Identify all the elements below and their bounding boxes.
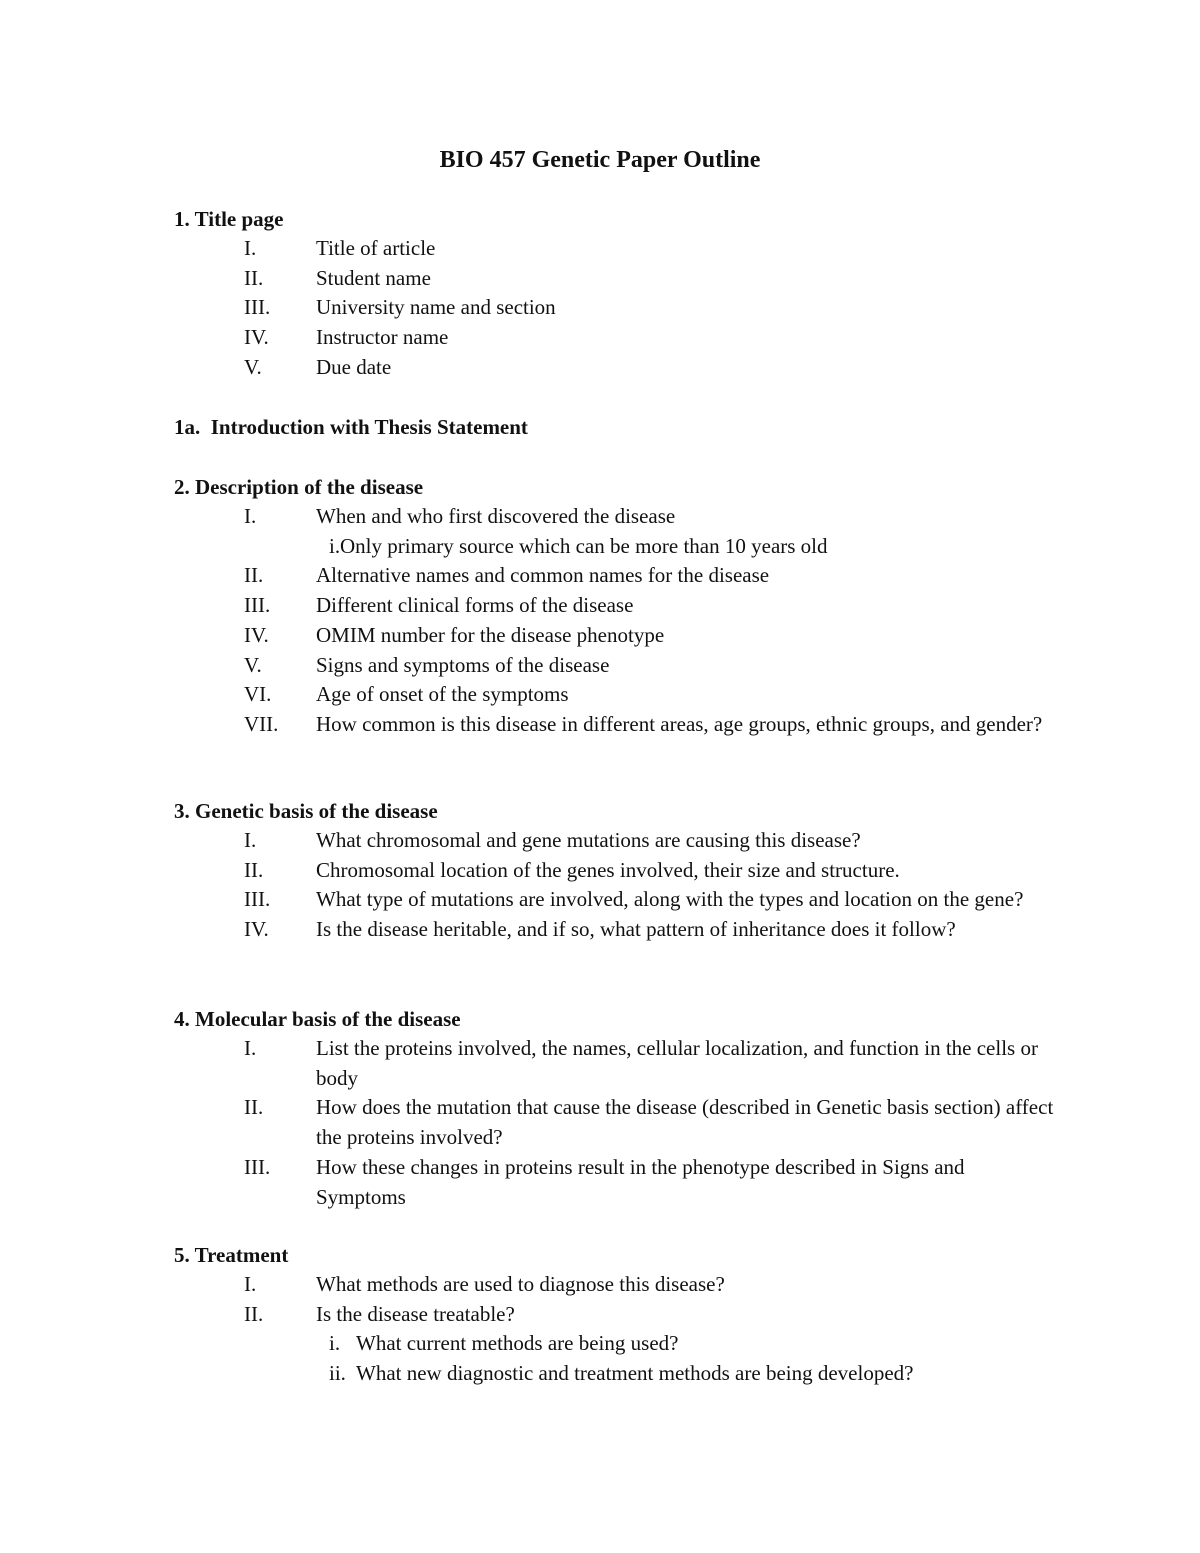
- item-number: VII.: [244, 711, 279, 736]
- item-number: II.: [244, 265, 264, 290]
- item-text: Student name: [316, 265, 431, 290]
- item-text: How common is this disease in different areas, age groups, ethnic groups, and gender?: [316, 711, 1043, 736]
- item-text: When and who first discovered the disease: [316, 504, 676, 528]
- outline-item: [174, 1093, 1074, 1152]
- item-text: Is the disease heritable, and if so, what pattern of inheritance does it follow?: [316, 917, 956, 942]
- outline-item: [174, 1153, 1074, 1212]
- outline-item: [174, 680, 1074, 710]
- item-text: Instructor name: [316, 325, 449, 350]
- section-introduction: [174, 412, 1074, 442]
- item-number: II.: [244, 1301, 264, 1326]
- section-heading: 3. Genetic basis of the disease: [174, 799, 438, 823]
- outline-item: [174, 561, 1074, 591]
- outline-item: [174, 1034, 1074, 1093]
- outline-item: [174, 710, 1074, 740]
- subitem-text: What new diagnostic and treatment methods are being developed?: [356, 1361, 914, 1386]
- section-heading: 1. Title page: [174, 207, 284, 231]
- item-number: III.: [244, 1154, 271, 1179]
- subitem-text: What current methods are being used?: [356, 1331, 679, 1356]
- item-text: Signs and symptoms of the disease: [316, 652, 610, 677]
- section-description: [174, 472, 1074, 740]
- item-number: VI.: [244, 682, 272, 707]
- item-text: Different clinical forms of the disease: [316, 593, 634, 618]
- item-text: How these changes in proteins result in the phenotype described in Signs and Symptoms: [316, 1154, 965, 1209]
- item-text: What type of mutations are involved, along with the types and location on the gene?: [316, 887, 1024, 912]
- section-title-page: [174, 204, 1074, 383]
- outline-item: [174, 915, 1074, 945]
- item-text: How does the mutation that cause the disease (described in Genetic basis section) affect the proteins involved?: [316, 1095, 1054, 1150]
- item-number: I.: [244, 1272, 257, 1296]
- outline-subitem: [174, 1359, 1074, 1389]
- section-heading: 1a. Introduction with Thesis Statement: [174, 415, 528, 439]
- outline-item: [174, 234, 1074, 264]
- item-number: V.: [244, 354, 262, 379]
- outline-item: [174, 323, 1074, 353]
- item-text: What chromosomal and gene mutations are causing this disease?: [316, 828, 861, 852]
- outline-item: [174, 856, 1074, 886]
- outline-item: [174, 621, 1074, 651]
- outline-item: [174, 502, 1074, 532]
- item-number: IV.: [244, 622, 269, 647]
- section-genetic-basis: [174, 796, 1074, 945]
- outline-item: [174, 651, 1074, 681]
- item-number: I.: [244, 828, 257, 852]
- outline-item: [174, 591, 1074, 621]
- outline-item: [174, 353, 1074, 383]
- item-text: Age of onset of the symptoms: [316, 682, 569, 707]
- section-heading: 5. Treatment: [174, 1243, 289, 1267]
- subitem-number: i.: [329, 533, 341, 558]
- item-number: III.: [244, 887, 271, 912]
- section-treatment: [174, 1240, 1074, 1389]
- section-heading: 4. Molecular basis of the disease: [174, 1007, 461, 1031]
- section-molecular-basis: [174, 1004, 1074, 1212]
- outline-item: [174, 1270, 1074, 1300]
- item-number: IV.: [244, 325, 269, 350]
- outline-item: [174, 826, 1074, 856]
- subitem-number: ii.: [329, 1361, 346, 1386]
- section-heading: 2. Description of the disease: [174, 475, 424, 499]
- item-number: III.: [244, 593, 271, 618]
- document-title: BIO 457 Genetic Paper Outline: [439, 147, 761, 173]
- item-number: I.: [244, 236, 257, 260]
- item-text: Is the disease treatable?: [316, 1301, 515, 1326]
- item-number: I.: [244, 504, 257, 528]
- item-text: Title of article: [316, 236, 436, 260]
- item-number: IV.: [244, 917, 269, 942]
- outline-item: [174, 1300, 1074, 1330]
- subitem-text: Only primary source which can be more than 10 years old: [340, 533, 828, 558]
- item-number: I.: [244, 1036, 257, 1060]
- outline-item: [174, 264, 1074, 294]
- item-text: What methods are used to diagnose this disease?: [316, 1272, 725, 1296]
- item-text: University name and section: [316, 295, 556, 320]
- item-number: II.: [244, 1095, 264, 1120]
- outline-subitem: [174, 532, 1074, 562]
- item-text: Due date: [316, 354, 392, 379]
- outline-item: [174, 885, 1074, 915]
- outline-item: [174, 293, 1074, 323]
- item-number: V.: [244, 652, 262, 677]
- item-text: Chromosomal location of the genes involved, their size and structure.: [316, 857, 900, 882]
- item-text: List the proteins involved, the names, cellular localization, and function in the cells or body: [316, 1036, 1038, 1090]
- item-number: III.: [244, 295, 271, 320]
- subitem-number: i.: [329, 1331, 341, 1356]
- item-number: II.: [244, 857, 264, 882]
- outline-subitem: [174, 1329, 1074, 1359]
- item-number: II.: [244, 563, 264, 588]
- item-text: OMIM number for the disease phenotype: [316, 622, 665, 647]
- item-text: Alternative names and common names for the disease: [316, 563, 770, 588]
